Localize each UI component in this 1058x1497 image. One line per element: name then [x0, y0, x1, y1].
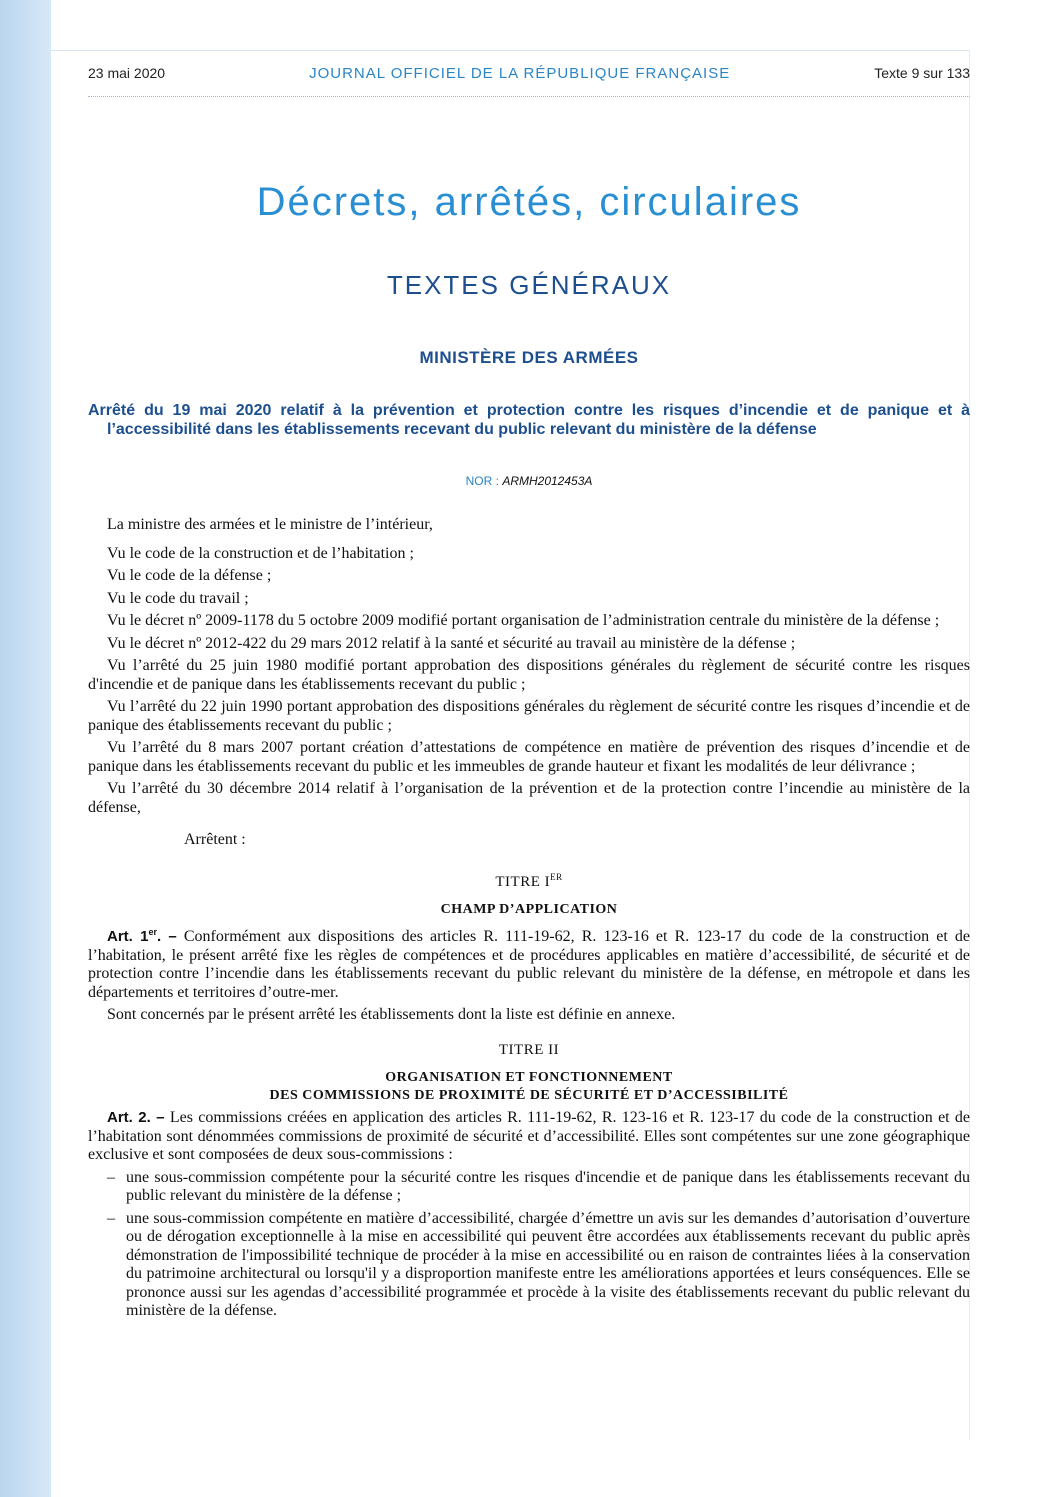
article-2	[88, 1109, 970, 1165]
article-1-para2: Sont concernés par le présent arrêté les établissements dont la liste est définie en annexe.	[107, 1006, 676, 1023]
visa-item: Vu le décret nº 2012-422 du 29 mars 2012 relatif à la santé et sécurité au travail au ministère de la défense ;	[107, 634, 796, 652]
frame-top-line	[51, 50, 970, 51]
list-item-text: une sous-commission compétente en matière d’accessibilité, chargée d’émettre un avis sur les demandes d’autorisation d’ouverture ou de dérogation exceptionnelle à la mise en accessibilité qui peuvent être accordées aux établissements recevant du public après démonstration de l'impossibilité technique de procéder à la mise en accessibilité ou en raison de contraintes liées à la conservation du patrimoine architectural ou lorsqu'il y a disproportion manifeste entre les améliorations apportées et leurs conséquences. Elle se prononce aussi sur les agendas d’accessibilité programmée et procède à la visite des établissements recevant du public relevant du ministère de la défense.	[126, 1209, 970, 1319]
document-body	[88, 516, 970, 1325]
titre-1-heading: CHAMP D’APPLICATION	[440, 902, 618, 917]
titre-2-heading-line2: DES COMMISSIONS DE PROXIMITÉ DE SÉCURITÉ ET D’ACCESSIBILITÉ	[269, 1088, 789, 1103]
visa-item: Vu le code de la construction et de l’habitation ;	[107, 544, 414, 562]
header-journal-title: JOURNAL OFFICIEL DE LA RÉPUBLIQUE FRANÇAISE	[309, 64, 731, 82]
header-divider	[88, 96, 970, 97]
article-1-label	[107, 928, 177, 945]
list-item-text: une sous-commission compétente pour la sécurité contre les risques d'incendie et de panique dans les établissements recevant du public relevant du ministère de la défense ;	[126, 1168, 970, 1204]
article-1-text: Conformément aux dispositions des articles R. 111-19-62, R. 123-16 et R. 123-17 du code de la construction et de l’habitation, le présent arrêté fixe les règles de compétences et de procédures applicables en matière d’accessibilité, de sécurité et de protection contre l’incendie dans les établissements recevant du public relevant du ministère de la défense, en métropole et dans les départements et territoires d’outre-mer.	[88, 928, 971, 1001]
visa-item: Vu le décret nº 2009-1178 du 5 octobre 2009 modifié portant organisation de l’administration centrale du ministère de la défense ;	[107, 612, 940, 629]
article-1-suffix: . –	[156, 928, 177, 945]
list-item	[88, 1169, 970, 1206]
ministry-heading: MINISTÈRE DES ARMÉES	[419, 348, 639, 367]
visa-item: Vu le code du travail ;	[107, 589, 249, 607]
nor-reference	[0, 474, 1058, 488]
article-1-number: Art. 1	[107, 928, 149, 945]
article-2-text: Les commissions créées en application des articles R. 111-19-62, R. 123-16 et R. 123-17 du code de la construction et de l’habitation sont dénommées commissions de proximité de sécurité et d’accessibilité. Elles sont compétentes sur une zone géographique exclusive et sont composées de deux sous-commissions :	[88, 1109, 970, 1163]
header-date: 23 mai 2020	[88, 65, 166, 81]
page-header	[88, 62, 970, 84]
visa-item: Vu l’arrêté du 30 décembre 2014 relatif à l’organisation de la prévention et de la protection contre l’incendie au ministère de la défense,	[88, 780, 970, 816]
header-text-ref: Texte 9 sur 133	[874, 65, 970, 81]
visa-item: Vu l’arrêté du 22 juin 1990 portant approbation des dispositions générales du règlement de sécurité contre les risques d’incendie et de panique des établissements recevant du public ;	[88, 698, 970, 734]
dash-bullet: –	[107, 1209, 115, 1227]
arrete-title: Arrêté du 19 mai 2020 relatif à la prévention et protection contre les risques d’incendie et de panique et à l’accessibilité dans les établissements recevant du public relevant du ministère de la défense	[88, 402, 970, 438]
titre-1-text: TITRE I	[495, 873, 551, 890]
titre-1-label	[88, 868, 970, 892]
article-1-sup: er	[148, 927, 157, 937]
titre-1-sup: ER	[550, 871, 563, 882]
dash-bullet: –	[107, 1168, 115, 1186]
nor-code: ARMH2012453A	[502, 474, 593, 488]
visa-item: Vu l’arrêté du 8 mars 2007 portant création d’attestations de compétence en matière de prévention des risques d’incendie et de panique dans les établissements recevant du public et les immeubles de grande hauteur et fixant les modalités de leur délivrance ;	[88, 739, 970, 775]
visa-item: Vu l’arrêté du 25 juin 1980 modifié portant approbation des dispositions générales du règlement de sécurité contre les risques d'incendie et de panique dans les établissements recevant du public ;	[88, 657, 970, 693]
nor-label: NOR :	[465, 474, 499, 488]
article-2-label: Art. 2. –	[107, 1109, 165, 1126]
visa-item: Vu le code de la défense ;	[107, 567, 272, 584]
article-1	[88, 923, 970, 1002]
preamble-intro: La ministre des armées et le ministre de l’intérieur,	[107, 516, 433, 533]
list-item	[88, 1210, 970, 1321]
titre-2-label: TITRE II	[498, 1041, 560, 1058]
section-title: TEXTES GÉNÉRAUX	[386, 270, 672, 300]
arretent: Arrêtent :	[184, 831, 246, 848]
titre-2-heading-line1: ORGANISATION ET FONCTIONNEMENT	[385, 1070, 673, 1085]
page-title: Décrets, arrêtés, circulaires	[256, 180, 802, 224]
